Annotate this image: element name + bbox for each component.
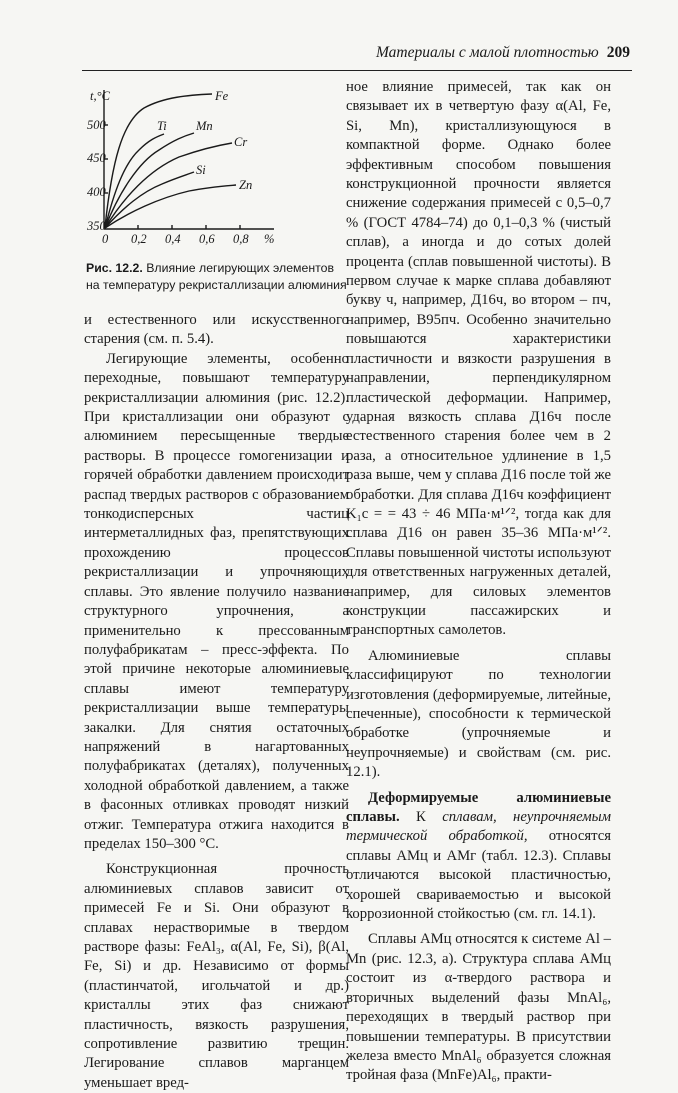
curve-label-zn: Zn xyxy=(239,178,253,192)
x-tick-label: 0,6 xyxy=(199,232,215,246)
figure-caption-number: Рис. 12.2. xyxy=(86,261,143,275)
curve-label-fe: Fe xyxy=(215,89,229,103)
y-tick-label: 400 xyxy=(87,185,106,199)
running-head xyxy=(376,44,630,62)
curve-label-si: Si xyxy=(196,163,206,177)
figure-caption-text: Влияние легирующих элементов на температуру рекристаллизации алюминия xyxy=(86,261,347,292)
paragraph: Алюминиевые сплавы классифицируют по технологии изготовления (деформируемые, литейные, спеченные), способности к термической обработке (упрочняемые и неупрочняемые) и свойствам (см. рис. 12.1). xyxy=(346,647,611,781)
paragraph: Конструкционная прочность алюминиевых сплавов зависит от примесей Fe и Si. Они образуют в сплавах нерастворимые в твердом растворе фазы: FeAl₃, α(Al, Fe, Si), β(Al, Fe, Si) и др. Независимо от формы (пластинчатой, игольчатой и др.) кристаллы этих фаз снижают пластичность, вязкость разрушения, сопротивление развитию трещин. Легирование сплавов марганцем уменьшает вред- xyxy=(84,861,349,1091)
y-tick-label: 500 xyxy=(87,118,106,132)
header-rule xyxy=(82,70,632,71)
x-tick-label: 0,8 xyxy=(233,232,249,246)
italic-run: сплавам, неупрочняемым термической обработкой, xyxy=(346,809,612,845)
curve-label-cr: Cr xyxy=(234,135,248,149)
paragraph: ное влияние примесей, так как он связывает их в четвертую фазу α(Al, Fe, Si, Mn), кристаллизующуюся в компактной форме. Однако более эффективным способом повышения конструкционной прочности является снижение содержания примесей с 0,5–0,7 % (ГОСТ 4784–74) до 0,1–0,3 % (чистый сплав), а иногда и до сотых долей процента (сплав повышенной чистоты). В первом случае к марке сплава добавляют букву ч, например, Д16ч, во втором – пч, например, В95пч. Особенно значительно повышаются характеристики пластичности и вязкости разрушения в направлении, перпендикулярном пластической деформации. Например, ударная вязкость сплава Д16ч после естественного старения более чем в 2 раза, а относительное удлинение в 1,5 раза выше, чем у сплава Д16 после той же обработки. Для сплава Д16ч коэффициент K₁c = = 43 ÷ 46 МПа·м¹ᐟ², тогда как для сплава Д16 он равен 35–36 МПа·м¹ᐟ². Сплавы повышенной чистоты используют для ответственных нагруженных деталей, например, для силовых элементов конструкции пассажирских и транспортных самолетов. xyxy=(346,79,611,639)
curve-label-mn: Mn xyxy=(196,119,213,133)
paragraph: Сплавы АМц относятся к системе Al – Mn (рис. 12.3, а). Структура сплава АМц состоит из α-твердого раствора и вторичных выделений фазы MnAl₆, переходящих в твердый раствор при повышении температуры. В присутствии железа вместо MnAl₆ образуется сложная тройная фаза (MnFe)Al₆, практи- xyxy=(346,931,611,1084)
x-tick-label: 0,2 xyxy=(131,232,147,246)
x-tick-label: 0,4 xyxy=(165,232,181,246)
text-run: К xyxy=(416,809,426,826)
curve-zn xyxy=(105,185,236,228)
section-heading: Деформируемые алюминиевые сплавы. xyxy=(346,789,611,826)
running-head-title: Материалы с малой плотностью xyxy=(375,44,599,61)
page-number: 209 xyxy=(606,44,630,61)
curve-label-ti: Ti xyxy=(157,119,167,133)
recrystallization-chart xyxy=(84,82,349,282)
paragraph-deformable-alloys xyxy=(346,789,611,925)
right-column xyxy=(346,78,611,1086)
x-tick-label: 0 xyxy=(102,232,109,246)
y-tick-label: 350 xyxy=(87,219,106,233)
y-axis-unit: t,°C xyxy=(90,89,110,103)
curve-fe xyxy=(105,94,212,227)
text-run: относятся сплавы АМц и АМг (табл. 12.3). Сплавы отличаются высокой пластичностью, хорошей свариваемостью и высокой коррозионной стойкостью (см. гл. 14.1). xyxy=(346,828,612,923)
figure-caption xyxy=(86,260,348,294)
paragraph: Легирующие элементы, особенно переходные, повышают температуру рекристаллизации алюминия (рис. 12.2). При кристаллизации они образуют с алюминием пересыщенные твердые растворы. В процессе гомогенизации и горячей обработки давлением происходит распад твердых растворов с образованием тонкодисперсных частиц интерметаллидных фаз, препятствующих прохождению процессов рекристаллизации и упрочняющих сплавы. Это явление получило название структурного упрочнения, а применительно к прессованным полуфабрикатам – пресс-эффекта. По этой причине некоторые алюминиевые сплавы имеют температуру рекристаллизации выше температуры закалки. Для снятия остаточных напряжений в нагартованных полуфабрикатах (деталях), полученных холодной обработкой давлением, а также в фасонных отливках проводят низкий отжиг. Температура отжига находится в пределах 150–300 °C. xyxy=(84,350,349,852)
left-column xyxy=(84,311,349,1093)
y-tick-label: 450 xyxy=(87,151,106,165)
paragraph: и естественного или искусственного старения (см. п. 5.4). xyxy=(84,312,349,348)
curve-cr xyxy=(105,143,232,228)
x-axis-unit: % xyxy=(264,232,275,246)
